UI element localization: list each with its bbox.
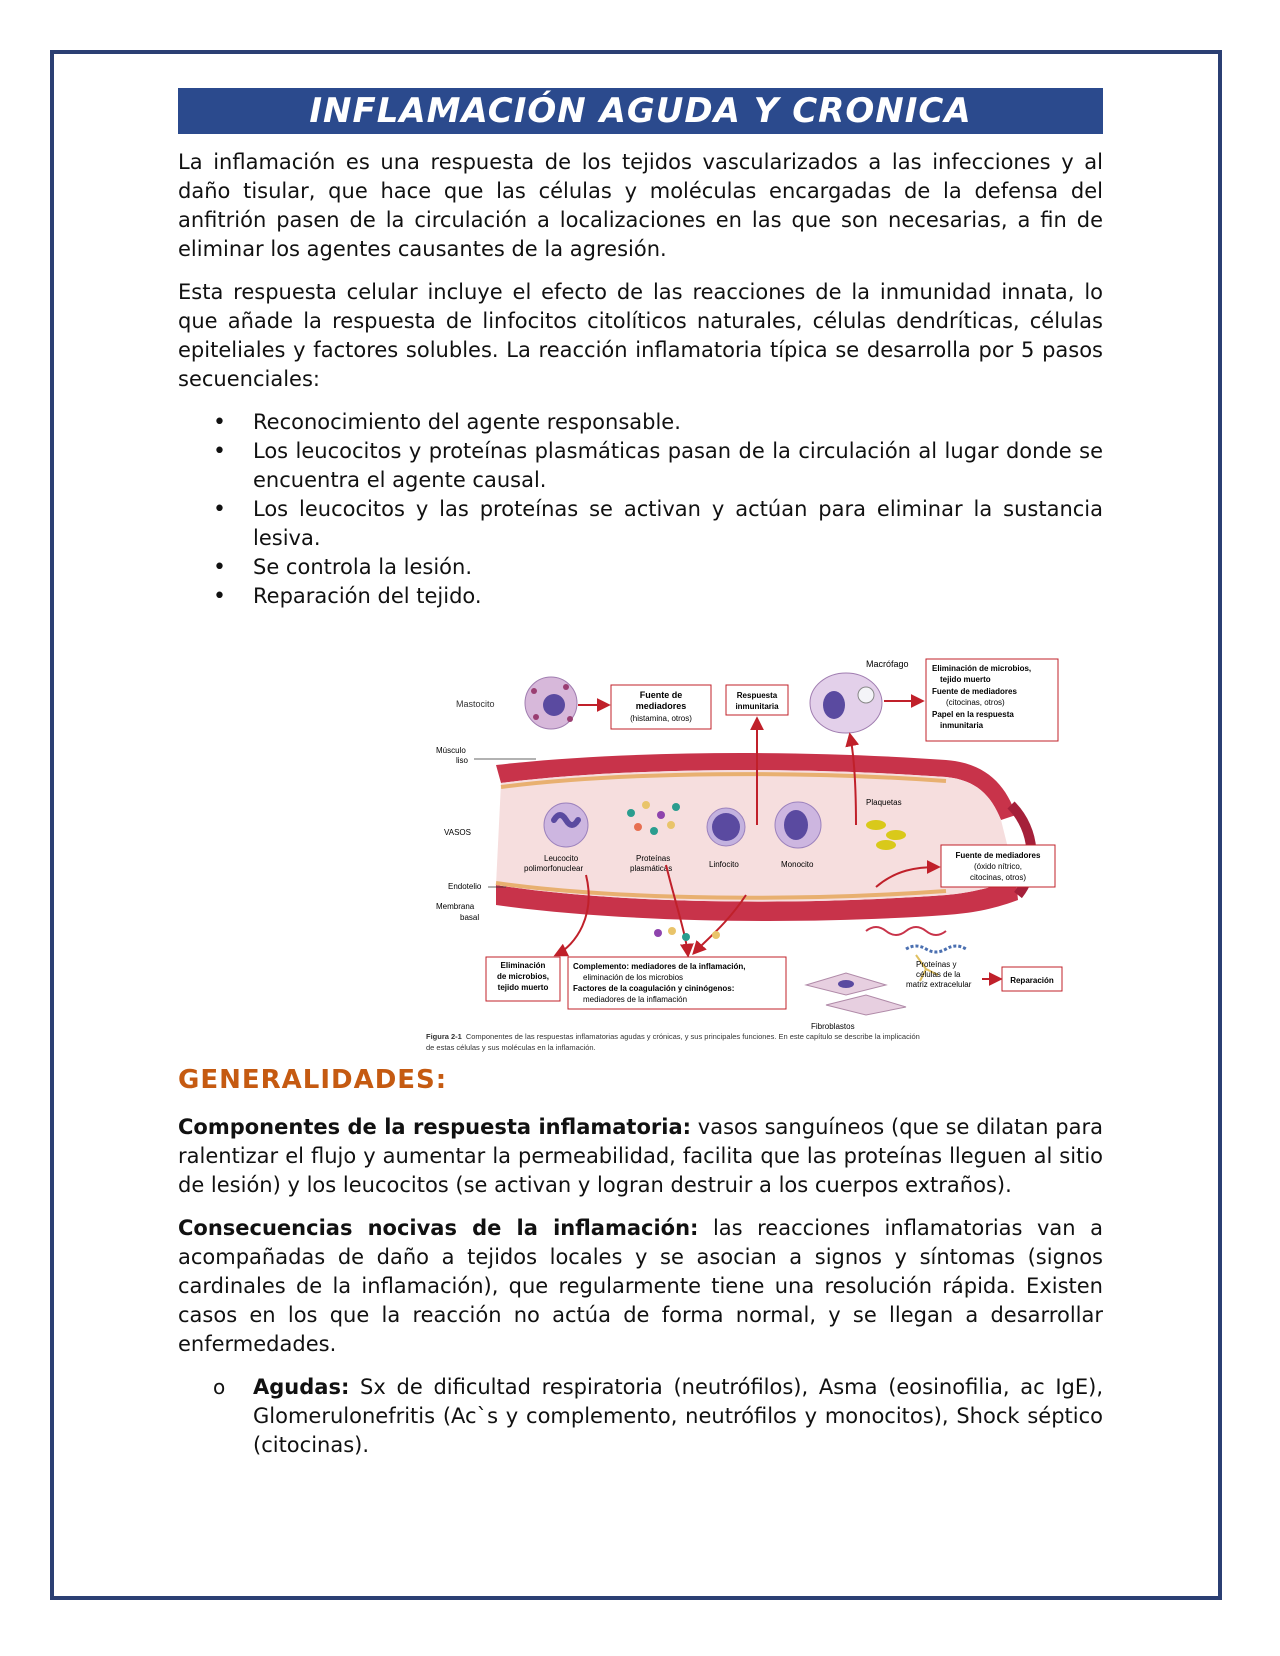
box-text: mediadores bbox=[635, 701, 687, 711]
box-text: (citocinas, otros) bbox=[946, 698, 1005, 707]
box-text: Fuente de mediadores bbox=[932, 687, 1017, 696]
macrophage-cell bbox=[810, 673, 882, 733]
lymphocyte-nucleus bbox=[712, 813, 740, 841]
box-text: citocinas, otros) bbox=[969, 873, 1027, 882]
figure-caption-line2: de estas células y sus moléculas en la inflamación. bbox=[426, 1043, 596, 1052]
box-text: (histamina, otros) bbox=[630, 714, 692, 723]
label-mastocito: Mastocito bbox=[456, 699, 495, 709]
consecuencias-label: Consecuencias nocivas de la inflamación: bbox=[178, 1216, 699, 1240]
label-matriz: matriz extracelular bbox=[906, 980, 972, 989]
label-polimorfonuclear: polimorfonuclear bbox=[524, 864, 584, 873]
label-proteinas: Proteínas bbox=[636, 854, 671, 863]
label-plasmaticas: plasmáticas bbox=[630, 864, 673, 873]
componentes-text: vasos sanguíneos (que se dilatan para ralentizar el flujo y aumentar la permeabilidad, facilita que las proteínas lleguen al sitio de lesión) y los leucocitos (se activan y logran destruir a los cuerpos extraños). bbox=[178, 1115, 1103, 1197]
label-matriz: Proteínas y bbox=[916, 960, 957, 969]
collagen-fiber bbox=[906, 946, 966, 952]
protein-dot bbox=[668, 927, 676, 935]
mastocyte-granule bbox=[533, 714, 539, 720]
box-text: Fuente de mediadores bbox=[955, 851, 1041, 860]
steps-list bbox=[178, 408, 1103, 611]
list-item: • Reconocimiento del agente responsable. bbox=[253, 408, 1103, 437]
consecuencias-list bbox=[178, 1373, 1103, 1460]
caption-text: Componentes de las respuestas inflamatorias agudas y crónicas, y sus principales funciones. En este capítulo se describe la implicación bbox=[465, 1032, 920, 1041]
phagosome bbox=[858, 687, 874, 703]
mastocyte-granule bbox=[563, 684, 569, 690]
macrophage-nucleus bbox=[823, 691, 845, 719]
list-item: • Los leucocitos y proteínas plasmáticas pasan de la circulación al lugar donde se encuentra el agente causal. bbox=[253, 437, 1103, 495]
mastocyte-granule bbox=[531, 688, 537, 694]
document-content bbox=[178, 88, 1103, 1460]
box-text: (óxido nítrico, bbox=[973, 862, 1023, 871]
protein-dot bbox=[672, 803, 680, 811]
box-text: Eliminación bbox=[500, 961, 546, 970]
protein-dot bbox=[682, 933, 690, 941]
label-macrofago: Macrófago bbox=[866, 659, 909, 669]
label-fibroblastos: Fibroblastos bbox=[811, 1022, 855, 1031]
label-liso: liso bbox=[456, 756, 469, 765]
box-text: Factores de la coagulación y cininógenos: bbox=[573, 984, 735, 993]
label-matriz: células de la bbox=[916, 970, 961, 979]
box-text: mediadores de la inflamación bbox=[583, 995, 688, 1004]
collagen-fiber bbox=[866, 927, 946, 935]
label-linfocito: Linfocito bbox=[709, 860, 739, 869]
platelet bbox=[866, 820, 886, 830]
box-text: Complemento: mediadores de la inflamación, bbox=[573, 962, 746, 971]
list-item: • Se controla la lesión. bbox=[253, 553, 1103, 582]
list-item: • Los leucocitos y las proteínas se activan y actúan para eliminar la sustancia lesiva. bbox=[253, 495, 1103, 553]
label-musculo: Músculo bbox=[436, 746, 466, 755]
label-plaquetas: Plaquetas bbox=[866, 798, 902, 807]
box-text: tejido muerto bbox=[497, 983, 549, 992]
list-item: • Reparación del tejido. bbox=[253, 582, 1103, 611]
protein-dot bbox=[627, 809, 635, 817]
figure-caption bbox=[426, 1032, 920, 1041]
inflammation-diagram bbox=[426, 655, 1066, 1055]
box-text: Papel en la respuesta bbox=[932, 710, 1014, 719]
label-endotelio: Endotelio bbox=[448, 882, 482, 891]
label-monocito: Monocito bbox=[781, 860, 814, 869]
box-text: inmunitaria bbox=[735, 702, 779, 711]
fibroblast-nucleus bbox=[838, 980, 854, 988]
box-text: eliminación de los microbios bbox=[583, 973, 684, 982]
protein-dot bbox=[642, 801, 650, 809]
platelet bbox=[876, 840, 896, 850]
protein-dot bbox=[667, 821, 675, 829]
box-text: Eliminación de microbios, bbox=[932, 664, 1032, 673]
box-text: de microbios, bbox=[496, 972, 550, 981]
mastocyte-granule bbox=[567, 716, 573, 722]
protein-dot bbox=[712, 931, 720, 939]
consecuencias-paragraph bbox=[178, 1214, 1103, 1359]
label-membrana: Membrana bbox=[436, 902, 475, 911]
platelet bbox=[886, 830, 906, 840]
label-basal: basal bbox=[460, 913, 480, 922]
box-text: Reparación bbox=[1010, 976, 1054, 985]
protein-dot bbox=[657, 811, 665, 819]
box-text: inmunitaria bbox=[940, 721, 984, 730]
agudas-text: Sx de dificultad respiratoria (neutrófilos), Asma (eosinofilia, ac IgE), Glomerulonefritis (Ac`s y complemento, neutrófilos y monocitos), Shock séptico (citocinas). bbox=[253, 1375, 1103, 1457]
monocyte-nucleus bbox=[784, 810, 808, 840]
mastocyte-nucleus bbox=[543, 694, 565, 716]
agudas-label: Agudas: bbox=[253, 1375, 350, 1399]
page-title: INFLAMACIÓN AGUDA Y CRONICA bbox=[178, 88, 1103, 134]
componentes-label: Componentes de la respuesta inflamatoria: bbox=[178, 1115, 692, 1139]
figure bbox=[178, 655, 1103, 1055]
section-heading-generalidades: GENERALIDADES: bbox=[178, 1065, 448, 1095]
consecuencias-text: las reacciones inflamatorias van a acompañadas de daño a tejidos locales y se asocian a signos y síntomas (signos cardinales de la inflamación), que regularmente tiene una resolución rápida. Existen casos en los que la reacción no actúa de forma normal, y se llegan a desarrollar enfermedades. bbox=[178, 1216, 1103, 1356]
componentes-paragraph bbox=[178, 1113, 1103, 1200]
protein-dot bbox=[650, 827, 658, 835]
protein-dot bbox=[634, 823, 642, 831]
label-leucocito: Leucocito bbox=[544, 854, 579, 863]
box-text: Respuesta bbox=[736, 691, 778, 700]
intro-paragraph-1: La inflamación es una respuesta de los tejidos vascularizados a las infecciones y al daño tisular, que hace que las células y moléculas encargadas de la defensa del anfitrión pasen de la circulación a localizaciones en las que son necesarias, a fin de eliminar los agentes causantes de la agresión. bbox=[178, 150, 1103, 261]
label-vasos: VASOS bbox=[444, 828, 471, 837]
protein-dot bbox=[654, 929, 662, 937]
box-text: tejido muerto bbox=[940, 675, 991, 684]
intro-paragraph-2: Esta respuesta celular incluye el efecto de las reacciones de la inmunidad innata, lo que añade la respuesta de linfocitos citolíticos naturales, células dendríticas, células epiteliales y factores solubles. La reacción inflamatoria típica se desarrolla por 5 pasos secuenciales: bbox=[178, 280, 1103, 391]
box-text: Fuente de bbox=[639, 690, 683, 700]
fibroblast bbox=[826, 995, 906, 1015]
caption-label: Figura 2-1 bbox=[426, 1032, 462, 1041]
list-item bbox=[253, 1373, 1103, 1460]
